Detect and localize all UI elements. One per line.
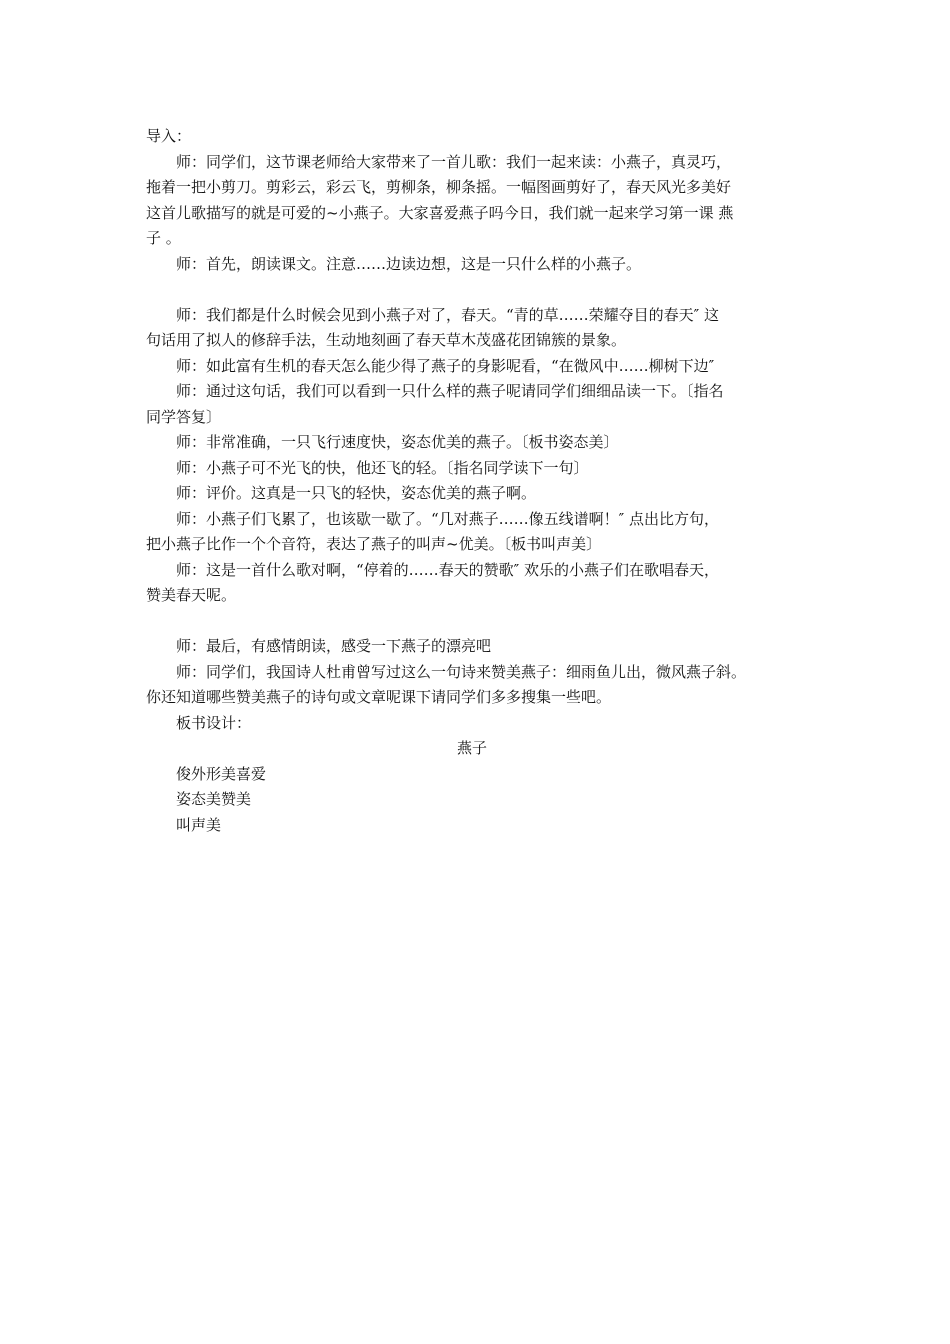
paragraph-spring-song [146,558,818,609]
blank-line [146,277,818,303]
paragraph-intro-song [146,150,818,252]
paragraph-music-notes [146,507,818,558]
text-line: 师：这是一首什么歌对啊，“停着的……春天的赞歌″ 欢乐的小燕子们在歌唱春天， [176,560,720,579]
text-line: 拖着一把小剪刀。剪彩云，彩云飞，剪柳条，柳条摇。一幅图画剪好了，春天风光多美好 [146,178,732,196]
board-item: 姿态美赞美 [176,790,252,808]
board-item: 叫声美 [176,815,222,834]
section-heading: 导入： [146,127,192,145]
board-title: 燕子 [456,739,487,757]
board-design-label: 板书设计： [176,713,252,732]
blank-line [146,609,818,635]
text-line: 句话用了拟人的修辞手法，生动地刻画了春天草木茂盛花团锦簇的景象。 [146,331,627,349]
paragraph-du-fu-poem [146,660,818,711]
paragraph-read-carefully [146,379,818,430]
paragraph-read-aloud: 师：首先，朗读课文。注意……边读边想，这是一只什么样的小燕子。 [176,254,642,273]
text-line: 子 。 [146,229,181,247]
text-line: 你还知道哪些赞美燕子的诗句或文章呢课下请同学们多多搜集一些吧。 [146,688,612,706]
text-line: 师：同学们，这节课老师给大家带来了一首儿歌：我们一起来读：小燕子，真灵巧， [176,152,732,171]
text-line: 师：同学们，我国诗人杜甫曾写过这么一句诗来赞美燕子：细雨鱼儿出，微风燕子斜。 [176,662,747,681]
text-line: 赞美春天呢。 [146,586,237,604]
text-line: 这首儿歌描写的就是可爱的~小燕子。大家喜爱燕子吗今日，我们就一起来学习第一课 燕 [146,203,734,222]
text-line: 师：我们都是什么时候会见到小燕子对了，春天。“青的草……荣耀夺目的春天″ 这 [176,305,720,324]
paragraph-graceful: 师：非常准确，一只飞行速度快，姿态优美的燕子。〔板书姿态美〕 [176,433,619,451]
text-line: 师：小燕子们飞累了，也该歇一歇了。“几对燕子……像五线谱啊！″ 点出比方句， [176,509,720,528]
paragraph-light-flight: 师：小燕子可不光飞的快，他还飞的轻。〔指名同学读下一句〕 [176,458,589,477]
paragraph-swallow-figure: 师：如此富有生机的春天怎么能少得了燕子的身影呢看，“在微风中……柳树下边″ [176,356,715,375]
text-line: 同学答复〕 [146,407,222,426]
paragraph-emotional-reading: 师：最后，有感情朗读，感受一下燕子的漂亮吧 [176,637,492,655]
paragraph-spring [146,303,818,354]
text-line: 把小燕子比作一个个音符，表达了燕子的叫声~优美。〔板书叫声美〕 [146,535,602,553]
lesson-document [146,124,818,838]
text-line: 师：通过这句话，我们可以看到一只什么样的燕子呢请同学们细细品读一下。〔指名 [176,382,724,400]
board-item: 俊外形美喜爱 [176,764,267,783]
paragraph-evaluation: 师：评价。这真是一只飞的轻快，姿态优美的燕子啊。 [176,484,537,502]
